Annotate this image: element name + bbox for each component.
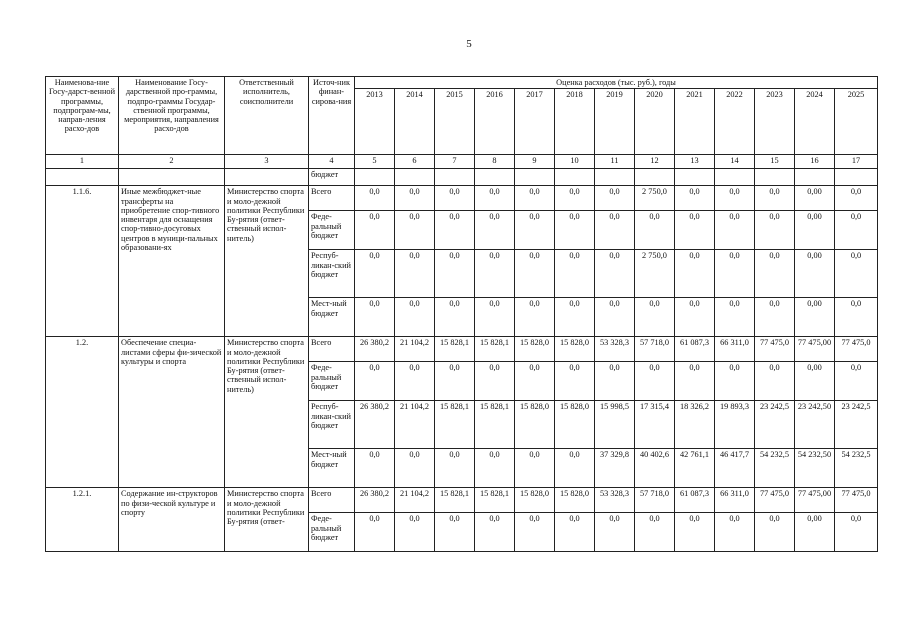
- empty-cell: [46, 169, 119, 186]
- source-cell: Феде-ральный бюджет: [309, 362, 355, 401]
- item-executor: Министерство спорта и моло-дежной политики Республики Бу-рятия (ответ-ственный испол-нитель): [225, 337, 309, 488]
- header-year: 2014: [395, 89, 435, 155]
- value-cell: 0,0: [675, 250, 715, 298]
- value-cell: 15 998,5: [595, 401, 635, 449]
- value-cell: 0,0: [835, 250, 878, 298]
- item-code: 1.1.6.: [46, 186, 119, 337]
- item-code: 1.2.1.: [46, 488, 119, 552]
- value-cell: 0,0: [435, 513, 475, 552]
- empty-cell: [555, 169, 595, 186]
- header-year: 2022: [715, 89, 755, 155]
- source-cell: Всего: [309, 337, 355, 362]
- column-number: 16: [795, 155, 835, 169]
- value-cell: 19 893,3: [715, 401, 755, 449]
- column-number: 7: [435, 155, 475, 169]
- header-year: 2021: [675, 89, 715, 155]
- value-cell: 0,0: [755, 211, 795, 250]
- source-cell: Респуб-ликан-ский бюджет: [309, 250, 355, 298]
- column-number: 2: [119, 155, 225, 169]
- value-cell: 0,0: [835, 362, 878, 401]
- value-cell: 0,0: [555, 449, 595, 488]
- value-cell: 0,0: [555, 186, 595, 211]
- value-cell: 0,0: [355, 250, 395, 298]
- header-year: 2013: [355, 89, 395, 155]
- value-cell: 40 402,6: [635, 449, 675, 488]
- value-cell: 0,0: [835, 186, 878, 211]
- value-cell: 15 828,1: [435, 337, 475, 362]
- value-cell: 0,0: [435, 211, 475, 250]
- value-cell: 54 232,5: [835, 449, 878, 488]
- item-name: Обеспечение специа-листами сферы фи-зической культуры и спорта: [119, 337, 225, 488]
- value-cell: 0,0: [395, 513, 435, 552]
- value-cell: 0,0: [435, 186, 475, 211]
- value-cell: 0,00: [795, 298, 835, 337]
- header-col-program: Наименова-ние Госу-дарст-венной программы, подпрограм-мы, направ-ления расхо-дов: [46, 77, 119, 155]
- header-year: 2016: [475, 89, 515, 155]
- value-cell: 0,0: [395, 449, 435, 488]
- value-cell: 0,0: [835, 513, 878, 552]
- value-cell: 0,00: [795, 186, 835, 211]
- empty-cell: [755, 169, 795, 186]
- value-cell: 57 718,0: [635, 337, 675, 362]
- column-number: 1: [46, 155, 119, 169]
- value-cell: 0,0: [355, 362, 395, 401]
- value-cell: 57 718,0: [635, 488, 675, 513]
- value-cell: 61 087,3: [675, 337, 715, 362]
- table-row: [46, 186, 878, 211]
- value-cell: 0,0: [515, 186, 555, 211]
- item-executor: Министерство спорта и моло-дежной политики Республики Бу-рятия (ответ-: [225, 488, 309, 552]
- value-cell: 0,0: [595, 298, 635, 337]
- value-cell: 0,0: [675, 513, 715, 552]
- value-cell: 0,0: [755, 362, 795, 401]
- header-year: 2023: [755, 89, 795, 155]
- value-cell: 0,0: [395, 211, 435, 250]
- value-cell: 53 328,3: [595, 488, 635, 513]
- column-number: 6: [395, 155, 435, 169]
- value-cell: 0,0: [515, 298, 555, 337]
- value-cell: 21 104,2: [395, 401, 435, 449]
- value-cell: 42 761,1: [675, 449, 715, 488]
- column-number: 9: [515, 155, 555, 169]
- value-cell: 0,0: [395, 298, 435, 337]
- value-cell: 15 828,1: [435, 488, 475, 513]
- source-cell: Всего: [309, 186, 355, 211]
- column-number: 10: [555, 155, 595, 169]
- table-row: [46, 488, 878, 513]
- value-cell: 0,00: [795, 513, 835, 552]
- column-number: 12: [635, 155, 675, 169]
- value-cell: 0,0: [515, 211, 555, 250]
- column-number: 13: [675, 155, 715, 169]
- expenses-table: [45, 76, 878, 552]
- value-cell: 54 232,5: [755, 449, 795, 488]
- column-number: 3: [225, 155, 309, 169]
- value-cell: 0,0: [715, 513, 755, 552]
- column-number: 15: [755, 155, 795, 169]
- value-cell: 0,00: [795, 250, 835, 298]
- value-cell: 0,0: [835, 211, 878, 250]
- value-cell: 0,0: [675, 298, 715, 337]
- value-cell: 0,0: [595, 362, 635, 401]
- source-cell: Мест-ный бюджет: [309, 449, 355, 488]
- value-cell: 0,0: [475, 298, 515, 337]
- value-cell: 15 828,1: [475, 337, 515, 362]
- value-cell: 0,0: [555, 362, 595, 401]
- empty-cell: [119, 169, 225, 186]
- value-cell: 54 232,50: [795, 449, 835, 488]
- column-number: 11: [595, 155, 635, 169]
- value-cell: 0,0: [515, 449, 555, 488]
- empty-cell: [355, 169, 395, 186]
- value-cell: 61 087,3: [675, 488, 715, 513]
- value-cell: 0,0: [355, 513, 395, 552]
- value-cell: 77 475,00: [795, 337, 835, 362]
- value-cell: 0,0: [435, 449, 475, 488]
- value-cell: 15 828,0: [515, 337, 555, 362]
- value-cell: 0,0: [635, 211, 675, 250]
- value-cell: 0,0: [555, 298, 595, 337]
- value-cell: 0,0: [755, 250, 795, 298]
- value-cell: 0,0: [515, 362, 555, 401]
- value-cell: 0,0: [355, 449, 395, 488]
- value-cell: 15 828,1: [475, 488, 515, 513]
- value-cell: 77 475,0: [755, 337, 795, 362]
- table-row: [46, 337, 878, 362]
- value-cell: 0,00: [795, 362, 835, 401]
- value-cell: 0,0: [635, 513, 675, 552]
- header-year: 2018: [555, 89, 595, 155]
- empty-cell: [635, 169, 675, 186]
- value-cell: 0,0: [435, 362, 475, 401]
- value-cell: 0,0: [675, 186, 715, 211]
- value-cell: 0,00: [795, 211, 835, 250]
- column-number: 8: [475, 155, 515, 169]
- empty-cell: [225, 169, 309, 186]
- value-cell: 0,0: [755, 513, 795, 552]
- value-cell: 17 315,4: [635, 401, 675, 449]
- value-cell: 0,0: [475, 186, 515, 211]
- page-number: 5: [466, 38, 472, 50]
- source-cell: Всего: [309, 488, 355, 513]
- value-cell: 0,0: [395, 250, 435, 298]
- value-cell: 0,0: [395, 186, 435, 211]
- value-cell: 0,0: [435, 250, 475, 298]
- value-cell: 66 311,0: [715, 488, 755, 513]
- value-cell: 15 828,0: [515, 401, 555, 449]
- value-cell: 0,0: [555, 211, 595, 250]
- value-cell: 23 242,5: [755, 401, 795, 449]
- value-cell: 0,0: [515, 250, 555, 298]
- column-number: 5: [355, 155, 395, 169]
- value-cell: 26 380,2: [355, 337, 395, 362]
- empty-cell: [595, 169, 635, 186]
- header-year: 2017: [515, 89, 555, 155]
- value-cell: 0,0: [595, 250, 635, 298]
- value-cell: 15 828,0: [555, 401, 595, 449]
- header-year: 2024: [795, 89, 835, 155]
- item-code: 1.2.: [46, 337, 119, 488]
- value-cell: 15 828,1: [475, 401, 515, 449]
- value-cell: 0,0: [715, 186, 755, 211]
- value-cell: 0,0: [475, 211, 515, 250]
- value-cell: 53 328,3: [595, 337, 635, 362]
- source-cell: бюджет: [309, 169, 355, 186]
- header-col-source: Источ-ник финан-сирова-ния: [309, 77, 355, 155]
- value-cell: 0,0: [395, 362, 435, 401]
- header-year: 2019: [595, 89, 635, 155]
- header-year: 2025: [835, 89, 878, 155]
- value-cell: 0,0: [715, 362, 755, 401]
- value-cell: 0,0: [595, 513, 635, 552]
- source-cell: Феде-ральный бюджет: [309, 211, 355, 250]
- value-cell: 37 329,8: [595, 449, 635, 488]
- value-cell: 0,0: [755, 298, 795, 337]
- column-number: 14: [715, 155, 755, 169]
- value-cell: 21 104,2: [395, 337, 435, 362]
- value-cell: 0,0: [515, 513, 555, 552]
- column-number: 17: [835, 155, 878, 169]
- value-cell: 0,0: [715, 250, 755, 298]
- value-cell: 0,0: [475, 513, 515, 552]
- source-cell: Феде-ральный бюджет: [309, 513, 355, 552]
- header-col-name: Наименование Госу-дарственной про-граммы, подпро-граммы Государ-ственной программы, мероприятия, направления расхо-дов: [119, 77, 225, 155]
- value-cell: 15 828,0: [555, 488, 595, 513]
- value-cell: 18 326,2: [675, 401, 715, 449]
- value-cell: 0,0: [595, 211, 635, 250]
- value-cell: 66 311,0: [715, 337, 755, 362]
- value-cell: 0,0: [475, 362, 515, 401]
- value-cell: 77 475,0: [835, 337, 878, 362]
- header-year: 2020: [635, 89, 675, 155]
- header-year: 2015: [435, 89, 475, 155]
- value-cell: 46 417,7: [715, 449, 755, 488]
- empty-cell: [795, 169, 835, 186]
- empty-cell: [835, 169, 878, 186]
- value-cell: 0,0: [475, 449, 515, 488]
- value-cell: 21 104,2: [395, 488, 435, 513]
- value-cell: 0,0: [715, 211, 755, 250]
- empty-cell: [675, 169, 715, 186]
- item-executor: Министерство спорта и моло-дежной политики Республики Бу-рятия (ответ-ственный испол-нитель): [225, 186, 309, 337]
- empty-cell: [715, 169, 755, 186]
- value-cell: 0,0: [675, 211, 715, 250]
- item-name: Иные межбюджет-ные трансферты на приобретение спор-тивного инвентаря для оснащения спор-тивно-досуговых центров в муници-пальных образовани-ях: [119, 186, 225, 337]
- value-cell: 15 828,0: [515, 488, 555, 513]
- empty-cell: [515, 169, 555, 186]
- value-cell: 0,0: [755, 186, 795, 211]
- header-col-executor: Ответственный исполнитель, соисполнители: [225, 77, 309, 155]
- value-cell: 0,0: [595, 186, 635, 211]
- value-cell: 23 242,50: [795, 401, 835, 449]
- value-cell: 0,0: [355, 298, 395, 337]
- value-cell: 0,0: [835, 298, 878, 337]
- value-cell: 2 750,0: [635, 186, 675, 211]
- value-cell: 26 380,2: [355, 401, 395, 449]
- value-cell: 0,0: [555, 250, 595, 298]
- value-cell: 15 828,1: [435, 401, 475, 449]
- value-cell: 15 828,0: [555, 337, 595, 362]
- value-cell: 0,0: [355, 186, 395, 211]
- source-cell: Мест-ный бюджет: [309, 298, 355, 337]
- value-cell: 0,0: [675, 362, 715, 401]
- value-cell: 77 475,00: [795, 488, 835, 513]
- empty-cell: [475, 169, 515, 186]
- source-cell: Респуб-ликан-ский бюджет: [309, 401, 355, 449]
- value-cell: 2 750,0: [635, 250, 675, 298]
- header-expenses: Оценка расходов (тыс. руб.), годы: [355, 77, 878, 89]
- table-row: [46, 169, 878, 186]
- column-number: 4: [309, 155, 355, 169]
- value-cell: 0,0: [475, 250, 515, 298]
- value-cell: 0,0: [635, 362, 675, 401]
- value-cell: 0,0: [355, 211, 395, 250]
- value-cell: 26 380,2: [355, 488, 395, 513]
- empty-cell: [435, 169, 475, 186]
- value-cell: 0,0: [555, 513, 595, 552]
- value-cell: 0,0: [635, 298, 675, 337]
- value-cell: 77 475,0: [835, 488, 878, 513]
- empty-cell: [395, 169, 435, 186]
- item-name: Содержание ин-структоров по физи-ческой культуре и спорту: [119, 488, 225, 552]
- value-cell: 0,0: [715, 298, 755, 337]
- value-cell: 0,0: [435, 298, 475, 337]
- value-cell: 23 242,5: [835, 401, 878, 449]
- value-cell: 77 475,0: [755, 488, 795, 513]
